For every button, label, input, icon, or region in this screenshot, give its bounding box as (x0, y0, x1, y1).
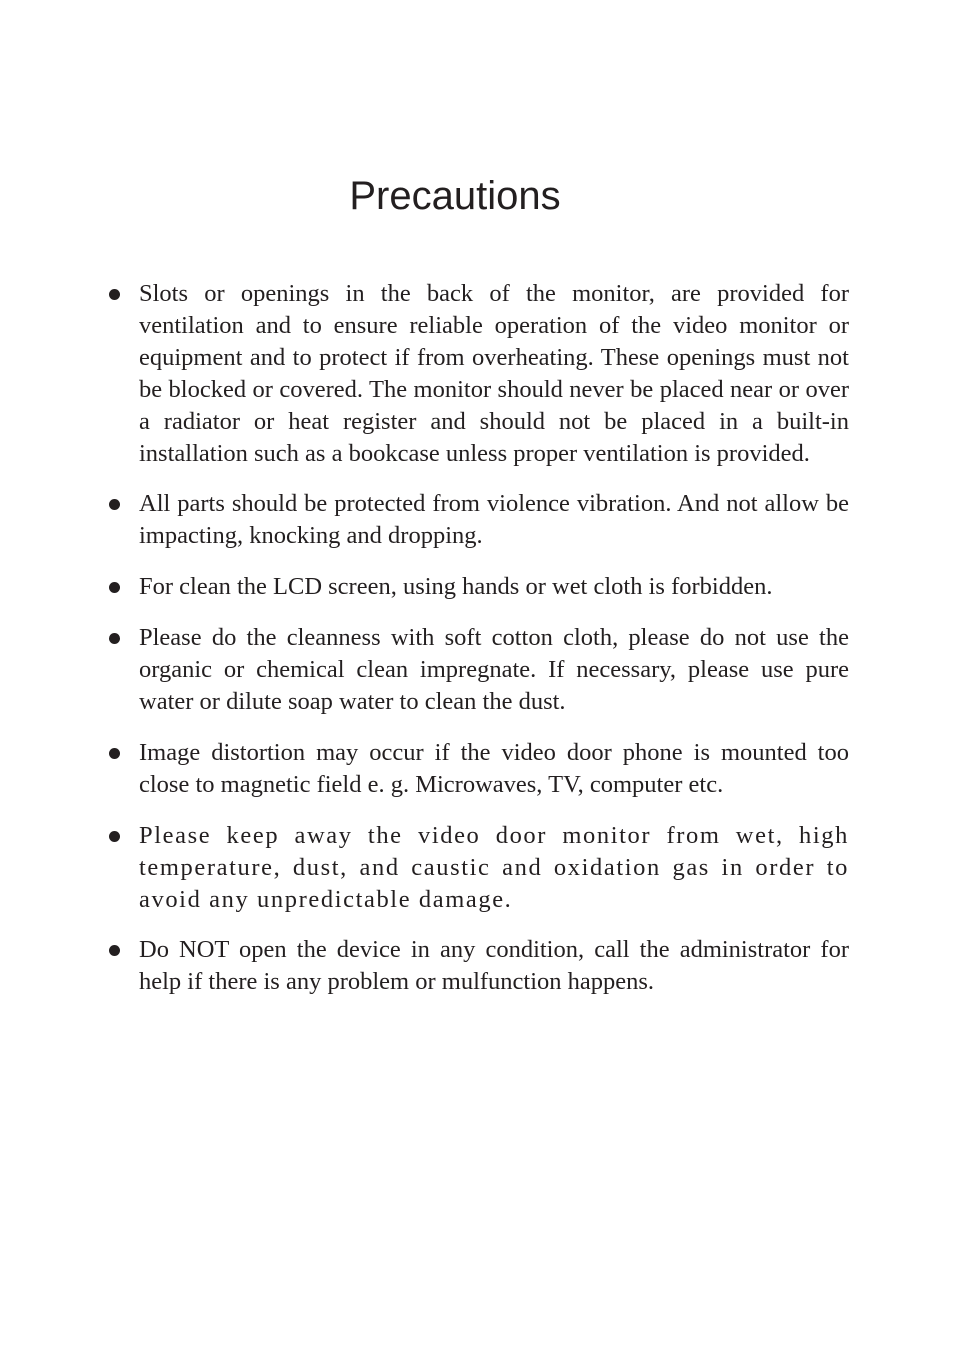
list-item-text: Please keep away the video door monitor from wet, high temperature, dust, and caustic and oxidation gas in order to avoid any unpredictable damage. (139, 821, 849, 913)
bullet-icon (109, 289, 120, 300)
list-item (107, 820, 849, 916)
list-item-text: Slots or openings in the back of the monitor, are provided for ventilation and to ensure reliable operation of the video monitor or equipment and to protect if from overheating. These openings must not be blocked or covered. The monitor should never be placed near or over a radiator or heat register and should not be placed in a built-in installation such as a bookcase unless proper ventilation is provided. (139, 280, 849, 467)
list-item-text: Please do the cleanness with soft cotton cloth, please do not use the organic or chemical clean impregnate. If necessary, please use pure water or dilute soap water to clean the dust. (139, 624, 849, 715)
list-item (107, 278, 849, 469)
bullet-icon (109, 582, 120, 593)
list-item-text: All parts should be protected from violence vibration. And not allow be impacting, knocking and dropping. (139, 490, 849, 550)
list-item (107, 934, 849, 998)
list-item-text: Image distortion may occur if the video door phone is mounted too close to magnetic field e. g. Microwaves, TV, computer etc. (139, 738, 849, 798)
bullet-icon (109, 499, 120, 510)
precautions-list (107, 278, 849, 1017)
list-item-text: For clean the LCD screen, using hands or wet cloth is forbidden. (139, 573, 773, 601)
bullet-icon (109, 831, 120, 842)
bullet-icon (109, 633, 120, 644)
list-item-text: Do NOT open the device in any condition, call the administrator for help if there is any problem or mulfunction happens. (139, 936, 849, 996)
page-title: Precautions (349, 174, 561, 218)
bullet-icon (109, 945, 120, 956)
list-item (107, 737, 849, 801)
list-item (107, 571, 849, 603)
bullet-icon (109, 748, 120, 759)
list-item (107, 622, 849, 718)
list-item (107, 488, 849, 552)
